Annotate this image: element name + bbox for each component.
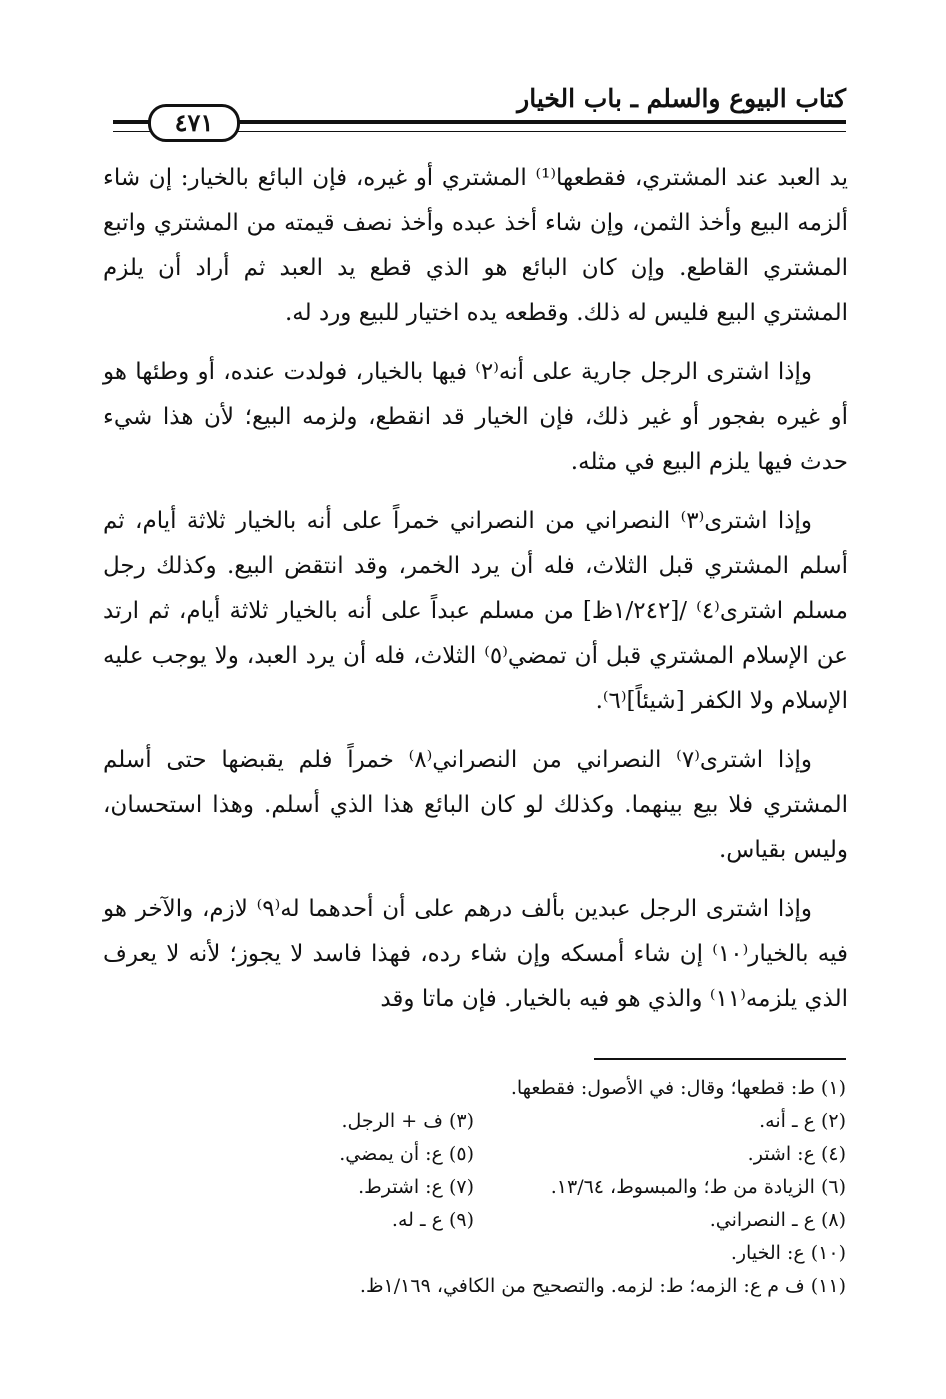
paragraph-5: وإذا اشترى الرجل عبدين بألف درهم على أن أحدهما له⁽٩⁾ لازم، والآخر هو فيه بالخيار⁽١٠⁾ إن شاء أمسكه وإن شاء رده، فهذا فاسد لا يجوز؛ لأنه لا يعرف الذي يلزمه⁽١١⁾ والذي هو فيه بالخيار. فإن ماتا وقد xyxy=(103,896,848,1012)
footnote-7: (٧) ع: اشترط. xyxy=(358,1176,474,1198)
footnote-1: (١) ط: قطعها؛ وقال: في الأصول: فقطعها. xyxy=(510,1077,846,1099)
footnotes xyxy=(101,1072,846,1303)
footnote-row xyxy=(101,1105,846,1138)
footnote-10: (١٠) ع: الخيار. xyxy=(730,1242,846,1264)
paragraph-2: وإذا اشترى الرجل جارية على أنه⁽٢⁾ فيها بالخيار، فولدت عنده، أو وطئها هو أو غيره بفجور أو غير ذلك، فإن الخيار قد انقطع، ولزمه البيع؛ لأن هذا شيء حدث فيها يلزم البيع في مثله. xyxy=(103,359,848,475)
footnote-2: (٢) ع ـ أنه. xyxy=(759,1110,846,1132)
footnote-5: (٥) ع: أن يمضي. xyxy=(339,1143,474,1165)
footnote-row xyxy=(101,1270,846,1303)
paragraph-3: وإذا اشترى⁽٣⁾ النصراني من النصراني خمراً على أنه بالخيار ثلاثة أيام، ثم أسلم المشتري قبل الثلاث، فله أن يرد الخمر، وقد انتقض البيع. وكذلك رجل مسلم اشترى⁽٤⁾ /[١/٢٤٢ظ] من مسلم عبداً على أنه بالخيار ثلاثة أيام، ثم ارتد عن الإسلام المشتري قبل أن تمضي⁽٥⁾ الثلاث، فله أن يرد العبد، ولا يوجب عليه الإسلام ولا الكفر [شيئاً]⁽٦⁾. xyxy=(103,508,848,714)
footnote-row xyxy=(101,1171,846,1204)
footnote-row xyxy=(101,1072,846,1105)
footnote-6: (٦) الزيادة من ط؛ والمبسوط، ١٣/٦٤. xyxy=(550,1176,846,1198)
footnote-separator xyxy=(594,1058,846,1060)
page-number: ٤٧١ xyxy=(148,104,240,142)
paragraph-4: وإذا اشترى⁽٧⁾ النصراني من النصراني⁽٨⁾ خمراً فلم يقبضها حتى أسلم المشتري فلا بيع بينهما. وكذلك لو كان البائع هذا الذي أسلم. وهذا استحسان، وليس بقياس. xyxy=(103,747,848,863)
footnote-9: (٩) ع ـ له. xyxy=(391,1209,474,1231)
footnote-row xyxy=(101,1237,846,1270)
footnote-8: (٨) ع ـ النصراني. xyxy=(709,1209,846,1231)
footnote-4: (٤) ع: اشتر. xyxy=(747,1143,846,1165)
running-title: كتاب البيوع والسلم ـ باب الخيار xyxy=(517,84,846,113)
footnote-row xyxy=(101,1138,846,1171)
footnote-row xyxy=(101,1204,846,1237)
footnote-11: (١١) ف م ع: الزمه؛ ط: لزمه. والتصحيح من الكافي، ١/١٦٩ظ. xyxy=(359,1275,846,1297)
footnote-3: (٣) ف + الرجل. xyxy=(341,1110,474,1132)
paragraph-1: يد العبد عند المشتري، فقطعها⁽¹⁾ المشتري أو غيره، فإن البائع بالخيار: إن شاء ألزمه البيع وأخذ الثمن، وإن شاء أخذ عبده وأخذ نصف قيمته من المشتري واتبع المشتري القاطع. وإن كان البائع هو الذي قطع يد العبد ثم أراد أن يلزم المشتري البيع فليس له ذلك. وقطعه يده اختيار للبيع ورد له. xyxy=(103,165,848,326)
